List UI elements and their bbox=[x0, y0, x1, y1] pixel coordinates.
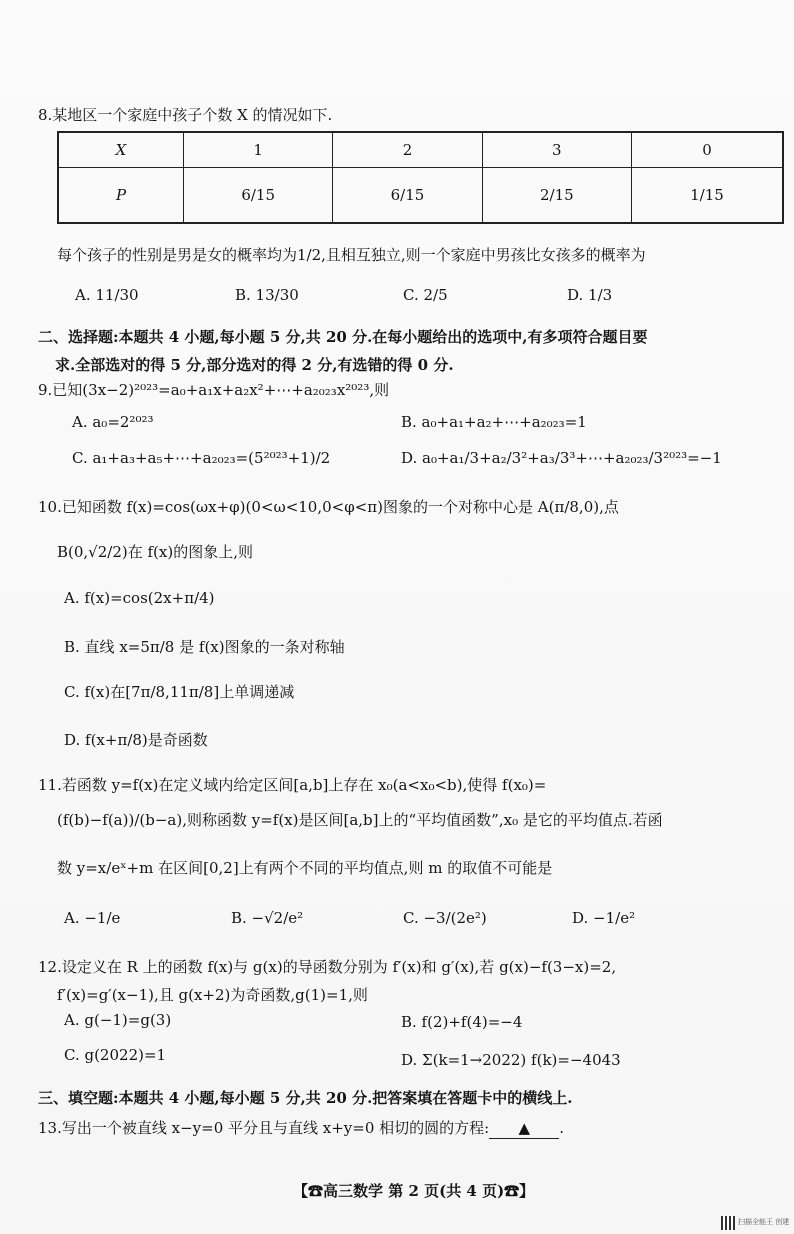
table-cell: X bbox=[58, 132, 184, 168]
q10-option-b: B. 直线 x=5π/8 是 f(x)图象的一条对称轴 bbox=[64, 638, 345, 656]
table-cell: 6/15 bbox=[184, 168, 333, 224]
q10-option-a: A. f(x)=cos(2x+π/4) bbox=[64, 589, 215, 607]
q8-option-d: D. 1/3 bbox=[567, 286, 613, 304]
q11-stem-cont-2: 数 y=x/eˣ+m 在区间[0,2]上有两个不同的平均值点,则 m 的取值不可能是 bbox=[57, 859, 553, 877]
q13-end: . bbox=[559, 1119, 564, 1137]
q9-option-c: C. a₁+a₃+a₅+⋯+a₂₀₂₃=(5²⁰²³+1)/2 bbox=[72, 449, 331, 467]
answer-blank[interactable] bbox=[489, 1118, 559, 1139]
section-2-heading: 二、选择题:本题共 4 小题,每小题 5 分,共 20 分.在每小题给出的选项中,有多项符合题目要 bbox=[38, 328, 648, 346]
qr-code-icon bbox=[721, 1216, 735, 1230]
table-cell: 0 bbox=[631, 132, 783, 168]
section-2-heading-cont: 求.全部选对的得 5 分,部分选对的得 2 分,有选错的得 0 分. bbox=[55, 356, 454, 374]
q11-option-b: B. −√2/e² bbox=[231, 909, 304, 927]
q12-stem: 12.设定义在 R 上的函数 f(x)与 g(x)的导函数分别为 f′(x)和 g′(x),若 g(x)−f(3−x)=2, bbox=[38, 958, 617, 976]
q8-stem: 8.某地区一个家庭中孩子个数 X 的情况如下. bbox=[38, 106, 333, 124]
q9-stem: 9.已知(3x−2)²⁰²³=a₀+a₁x+a₂x²+⋯+a₂₀₂₃x²⁰²³,则 bbox=[38, 381, 390, 399]
table-cell: 2/15 bbox=[482, 168, 631, 224]
page-footer: 【☎高三数学 第 2 页(共 4 页)☎】 bbox=[293, 1182, 535, 1200]
q8-text: 每个孩子的性别是男是女的概率均为1/2,且相互独立,则一个家庭中男孩比女孩多的概率为 bbox=[57, 246, 646, 264]
table-cell: 6/15 bbox=[333, 168, 482, 224]
q9-option-d: D. a₀+a₁/3+a₂/3²+a₃/3³+⋯+a₂₀₂₃/3²⁰²³=−1 bbox=[401, 449, 722, 467]
q8-distribution-table bbox=[57, 131, 784, 224]
section-3-heading: 三、填空题:本题共 4 小题,每小题 5 分,共 20 分.把答案填在答题卡中的横线上. bbox=[38, 1089, 573, 1107]
q11-option-c: C. −3/(2e²) bbox=[403, 909, 487, 927]
q12-option-a: A. g(−1)=g(3) bbox=[64, 1011, 172, 1029]
table-cell: 3 bbox=[482, 132, 631, 168]
q10-option-c: C. f(x)在[7π/8,11π/8]上单调递减 bbox=[64, 683, 295, 701]
q9-option-b: B. a₀+a₁+a₂+⋯+a₂₀₂₃=1 bbox=[401, 413, 587, 431]
table-cell: 2 bbox=[333, 132, 482, 168]
q11-stem-cont: (f(b)−f(a))/(b−a),则称函数 y=f(x)是区间[a,b]上的“平均值函数”,x₀ 是它的平均值点.若函 bbox=[57, 811, 663, 829]
q8-option-a: A. 11/30 bbox=[75, 286, 139, 304]
q11-option-a: A. −1/e bbox=[64, 909, 121, 927]
q9-option-a: A. a₀=2²⁰²³ bbox=[72, 413, 154, 431]
q12-option-d: D. Σ(k=1→2022) f(k)=−4043 bbox=[401, 1051, 621, 1069]
q12-option-c: C. g(2022)=1 bbox=[64, 1046, 167, 1064]
q8-option-c: C. 2/5 bbox=[403, 286, 448, 304]
triangle-icon: ▲ bbox=[518, 1119, 530, 1137]
q10-option-d: D. f(x+π/8)是奇函数 bbox=[64, 731, 208, 749]
q12-stem-cont: f′(x)=g′(x−1),且 g(x+2)为奇函数,g(1)=1,则 bbox=[57, 986, 368, 1004]
table-cell: P bbox=[58, 168, 184, 224]
scanner-watermark: 扫描全能王 创建 bbox=[738, 1218, 790, 1226]
q13-text: 13.写出一个被直线 x−y=0 平分且与直线 x+y=0 相切的圆的方程: bbox=[38, 1119, 490, 1137]
q10-stem-cont: B(0,√2/2)在 f(x)的图象上,则 bbox=[57, 543, 253, 561]
q10-stem: 10.已知函数 f(x)=cos(ωx+φ)(0<ω<10,0<φ<π)图象的一个对称中心是 A(π/8,0),点 bbox=[38, 498, 619, 516]
q13-stem bbox=[38, 1118, 564, 1139]
q8-option-b: B. 13/30 bbox=[235, 286, 299, 304]
table-cell: 1 bbox=[184, 132, 333, 168]
q11-stem: 11.若函数 y=f(x)在定义域内给定区间[a,b]上存在 x₀(a<x₀<b),使得 f(x₀)= bbox=[38, 776, 547, 794]
q11-option-d: D. −1/e² bbox=[572, 909, 636, 927]
table-cell: 1/15 bbox=[631, 168, 783, 224]
q12-option-b: B. f(2)+f(4)=−4 bbox=[401, 1013, 523, 1031]
